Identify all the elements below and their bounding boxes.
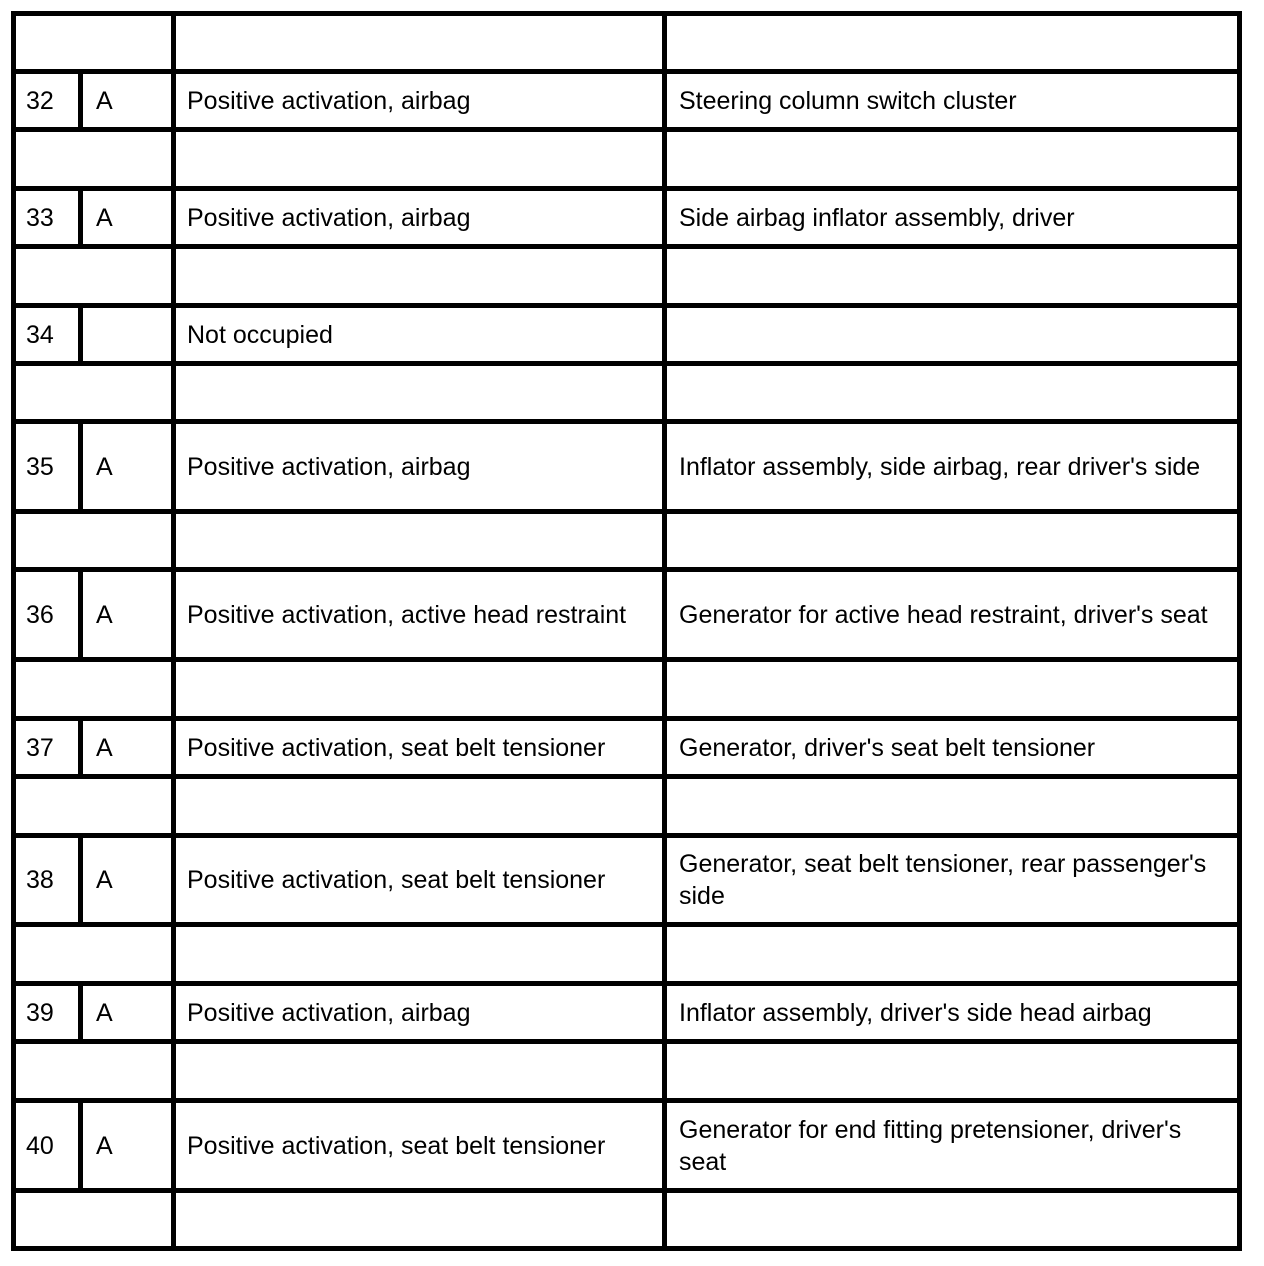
row-divider xyxy=(11,127,1241,132)
pin-number-cell: 38 xyxy=(26,866,54,894)
column-divider xyxy=(78,303,83,366)
row-divider xyxy=(11,1039,1241,1044)
pin-number-cell: 35 xyxy=(26,452,54,481)
pin-number-cell: 36 xyxy=(26,600,54,629)
signal-type-cell: A xyxy=(96,452,113,481)
row-divider xyxy=(11,361,1241,366)
function-cell: Positive activation, airbag xyxy=(187,998,471,1027)
function-cell: Positive activation, airbag xyxy=(187,203,471,232)
function-cell: Positive activation, seat belt tensioner xyxy=(187,733,606,762)
table-border-right xyxy=(1237,11,1242,1251)
column-divider xyxy=(78,69,83,132)
function-cell: Not occupied xyxy=(187,320,333,349)
row-divider xyxy=(11,1188,1241,1193)
signal-type-cell: A xyxy=(96,203,113,232)
component-cell: Steering column switch cluster xyxy=(679,86,1017,115)
column-divider xyxy=(78,419,83,514)
function-cell: Positive activation, airbag xyxy=(187,86,471,115)
component-cell: Generator, seat belt tensioner, rear passenger's side xyxy=(679,850,1207,910)
signal-type-cell: A xyxy=(96,733,113,762)
column-divider xyxy=(662,11,667,1251)
signal-type-cell: A xyxy=(96,600,113,629)
row-divider xyxy=(11,11,1241,16)
row-divider xyxy=(11,1246,1241,1251)
component-cell: Generator for active head restraint, driver's seat xyxy=(679,600,1208,629)
row-divider xyxy=(11,774,1241,779)
column-divider xyxy=(78,981,83,1044)
function-cell: Positive activation, airbag xyxy=(187,452,471,481)
row-divider xyxy=(11,244,1241,249)
column-divider xyxy=(78,567,83,662)
signal-type-cell: A xyxy=(96,998,113,1027)
row-divider xyxy=(11,657,1241,662)
component-cell: Generator, driver's seat belt tensioner xyxy=(679,733,1096,762)
pin-number-cell: 32 xyxy=(26,86,54,115)
signal-type-cell: A xyxy=(96,86,113,115)
function-cell: Positive activation, active head restraint xyxy=(187,600,627,629)
pin-number-cell: 33 xyxy=(26,203,54,232)
row-divider xyxy=(11,509,1241,514)
signal-type-cell xyxy=(96,308,168,361)
signal-type-cell: A xyxy=(96,1131,113,1160)
column-divider xyxy=(78,186,83,249)
function-cell: Positive activation, seat belt tensioner xyxy=(187,866,606,894)
pin-number-cell: 40 xyxy=(26,1131,54,1160)
row-divider xyxy=(11,922,1241,927)
component-cell: Side airbag inflator assembly, driver xyxy=(679,203,1075,232)
pin-number-cell: 39 xyxy=(26,998,54,1027)
function-cell: Positive activation, seat belt tensioner xyxy=(187,1131,606,1160)
column-divider xyxy=(78,833,83,927)
column-divider xyxy=(78,716,83,779)
component-cell xyxy=(679,308,1234,361)
component-cell: Generator for end fitting pretensioner, driver's seat xyxy=(679,1115,1182,1176)
table-border-left xyxy=(11,11,16,1251)
signal-type-cell: A xyxy=(96,866,113,894)
column-divider xyxy=(171,11,176,1251)
column-divider xyxy=(78,1098,83,1193)
pin-number-cell: 34 xyxy=(26,320,54,349)
component-cell: Inflator assembly, driver's side head airbag xyxy=(679,998,1152,1027)
component-cell: Inflator assembly, side airbag, rear driver's side xyxy=(679,452,1201,481)
pin-number-cell: 37 xyxy=(26,733,54,762)
